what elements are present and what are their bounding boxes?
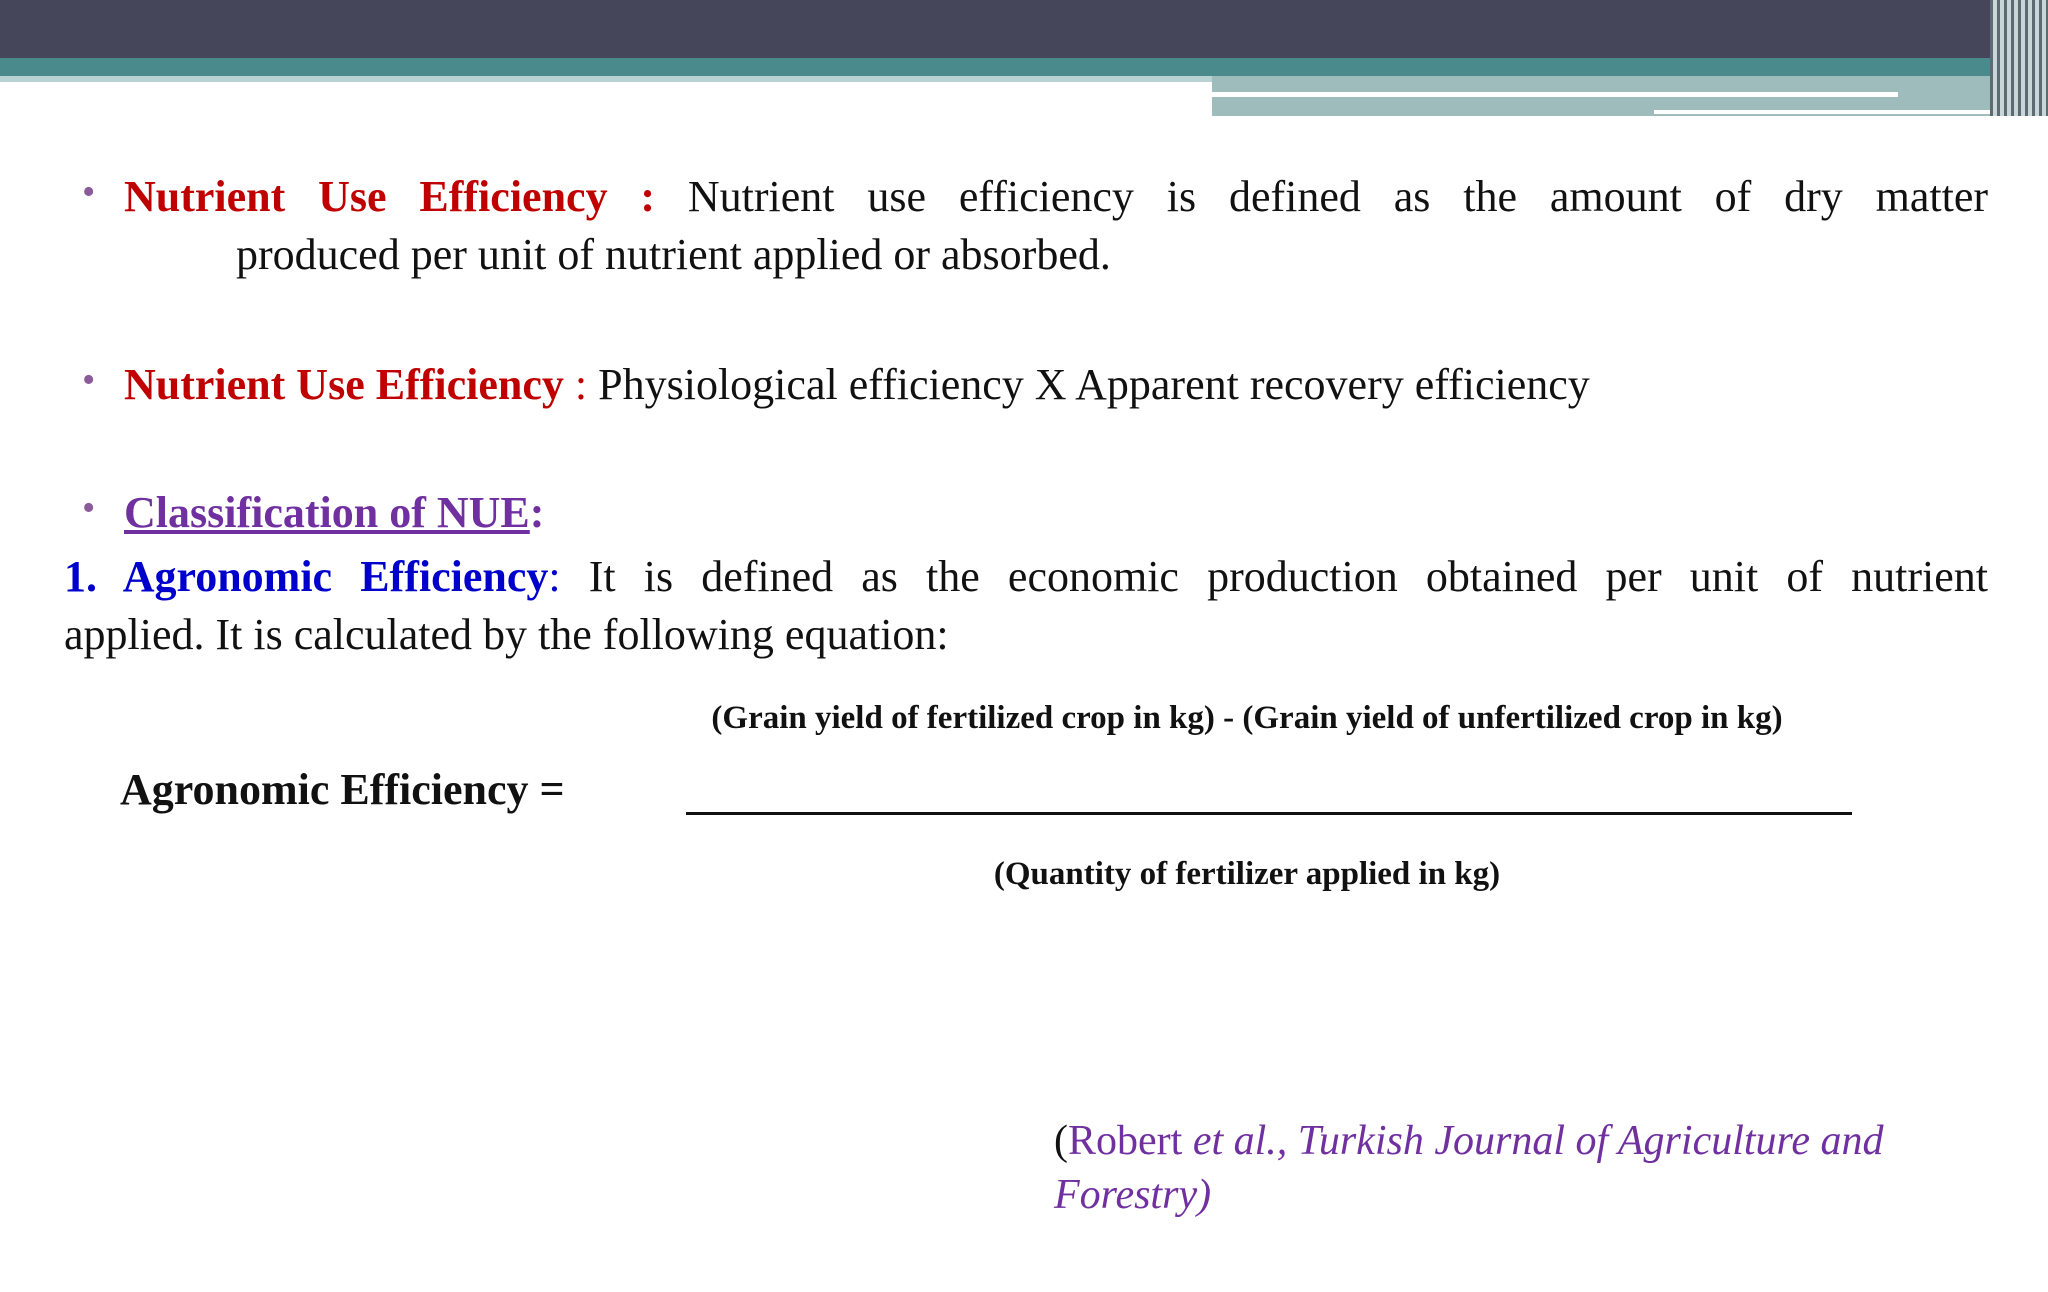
citation-open-paren: ( xyxy=(1054,1118,1068,1164)
equation-denominator: (Quantity of fertilizer applied in kg) xyxy=(993,856,1501,892)
banner-light-line xyxy=(0,76,1212,82)
nue-formula-line xyxy=(124,356,1988,414)
banner-dark-band xyxy=(0,0,2048,58)
equation-lhs: Agronomic Efficiency = xyxy=(120,765,565,814)
citation xyxy=(1054,1114,1954,1222)
nue-term-2: Nutrient Use Efficiency xyxy=(124,360,564,409)
agronomic-colon: : xyxy=(548,552,561,601)
citation-journal: Turkish Journal of Agriculture and Forestry) xyxy=(1054,1118,1884,1218)
classification-colon: : xyxy=(529,488,545,537)
agronomic-definition-text: It is defined as the economic production obtained per unit of nutrient xyxy=(560,552,1988,601)
citation-etal: et al., xyxy=(1192,1118,1288,1164)
bullet-marker: • xyxy=(82,487,96,529)
nue-definition-text: Nutrient use efficiency is defined as the amount of dry matter xyxy=(655,172,1988,221)
classification-heading: Classification of NUE xyxy=(124,488,530,537)
nue-definition-line2: produced per unit of nutrient applied or absorbed. xyxy=(236,230,1111,279)
banner-teal-band xyxy=(0,58,2048,76)
fraction-bar xyxy=(686,812,1852,815)
banner-white-line xyxy=(1212,92,1898,97)
bullet-marker: • xyxy=(82,171,96,213)
agronomic-term: 1. Agronomic Efficiency xyxy=(64,552,549,601)
classification-heading-line xyxy=(124,484,544,542)
equation-numerator: (Grain yield of fertilized crop in kg) - (Grain yield of unfertilized crop in kg) xyxy=(711,700,1783,736)
banner-white-line-short xyxy=(1654,110,2048,114)
nue-formula-text: Physiological efficiency X Apparent recovery efficiency xyxy=(598,360,1590,409)
nue-definition-line1 xyxy=(124,168,1988,226)
agronomic-definition-line1 xyxy=(64,548,1988,606)
banner-stripes xyxy=(1990,0,2048,116)
bullet-marker: • xyxy=(82,359,96,401)
nue-separator: : xyxy=(563,360,599,409)
agronomic-definition-line2: applied. It is calculated by the following equation: xyxy=(64,610,949,659)
header-banner xyxy=(0,0,2048,118)
nue-term: Nutrient Use Efficiency : xyxy=(124,172,656,221)
citation-author: Robert xyxy=(1068,1118,1193,1164)
